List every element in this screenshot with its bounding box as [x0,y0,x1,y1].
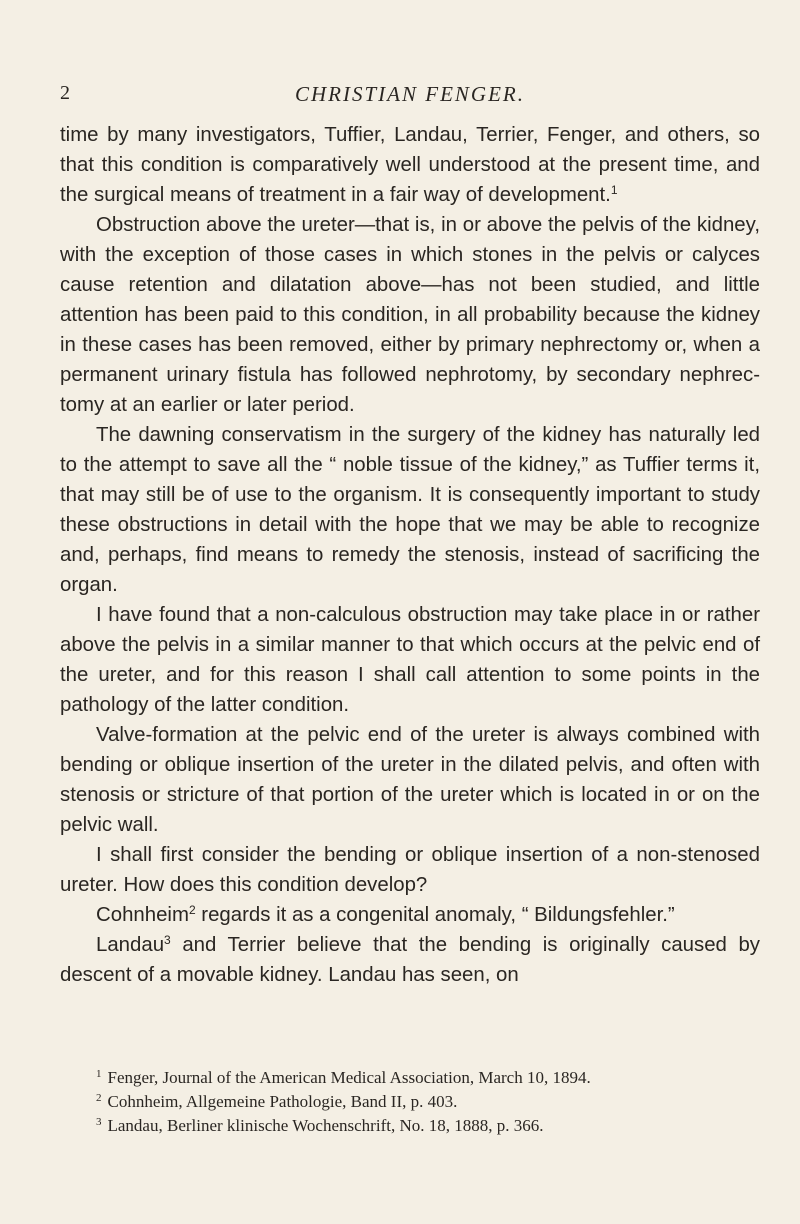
paragraph-text: The dawning conservatism in the surgery of the kidney has naturally led to the attempt to save all the “ noble tissue of the kidney,” as Tuffier terms it, that may still be of use to the organism. It is consequently important to study these obstructions in detail with the hope that we may be able to recognize and, perhaps, find means to remedy the stenosis, instead of sacrificing the organ. [60,424,760,596]
footnotes [96,1066,760,1138]
paragraph-text: Cohnheim [96,904,189,926]
running-title: CHRISTIAN FENGER. [295,82,525,106]
body-text [60,120,760,990]
paragraph-bending [60,840,760,900]
footnote-ref: 3 [164,933,171,947]
footnote-2 [96,1090,760,1114]
paragraph-valve-formation [60,720,760,840]
paragraph-landau [60,930,760,990]
page-header [60,82,760,112]
paragraph-text: I shall first consider the bending or oblique insertion of a non-stenosed ureter. How does this condition develop? [60,844,760,896]
paragraph-obstruction [60,210,760,420]
paragraph-text: Obstruction above the ureter—that is, in or above the pelvis of the kidney, with the exception of those cases in which stones in the pelvis or calyces cause retention and dilatation above—has not been studied, and little attention has been paid to this condition, in all probability because the kidney in these cases has been removed, either by primary nephrectomy or, when a permanent urinary fistula has followed nephrotomy, by secondary nephrectomy at an earlier or later period. [60,214,760,416]
footnote-ref: 2 [188,903,196,917]
footnote-text: Fenger, Journal of the American Medical Association, March 10, 1894. [107,1068,591,1087]
paragraph-text: Landau [96,934,165,956]
paragraph-continuation [60,120,760,210]
footnote-1 [96,1066,760,1090]
paragraph-text: regards it as a congenital anomaly, “ Bildungsfehler.” [195,904,675,926]
paragraph-non-calculous [60,600,760,720]
footnote-text: Landau, Berliner klinische Wochenschrift, No. 18, 1888, p. 366. [107,1116,544,1135]
page-number: 2 [60,82,70,104]
paragraph-text: time by many investigators, Tuffier, Landau, Terrier, Fenger, and others, so that this condition is comparatively well understood at the present time, and the surgical means of treatment in a fair way of development. [60,124,760,206]
paragraph-text: Valve-formation at the pelvic end of the ureter is always combined with bending or oblique insertion of the ureter in the dilated pelvis, and often with stenosis or stricture of that portion of the ureter which is located in or on the pelvic wall. [60,724,760,836]
paragraph-cohnheim [60,900,760,930]
paragraph-conservatism [60,420,760,600]
paragraph-text: I have found that a non-calculous obstruction may take place in or rather above the pelvis in a similar manner to that which occurs at the pelvic end of the ureter, and for this reason I shall call attention to some points in the pathology of the latter condition. [60,604,760,716]
footnote-mark: 1 [96,1068,102,1080]
footnote-mark: 3 [96,1116,102,1128]
footnote-mark: 2 [96,1092,102,1104]
paragraph-text: and Terrier believe that the bending is originally caused by descent of a movable kidney. Landau has seen, on [60,934,760,986]
footnote-3 [96,1114,760,1138]
footnote-ref: 1 [610,183,618,197]
footnote-text: Cohnheim, Allgemeine Pathologie, Band II, p. 403. [107,1092,458,1111]
